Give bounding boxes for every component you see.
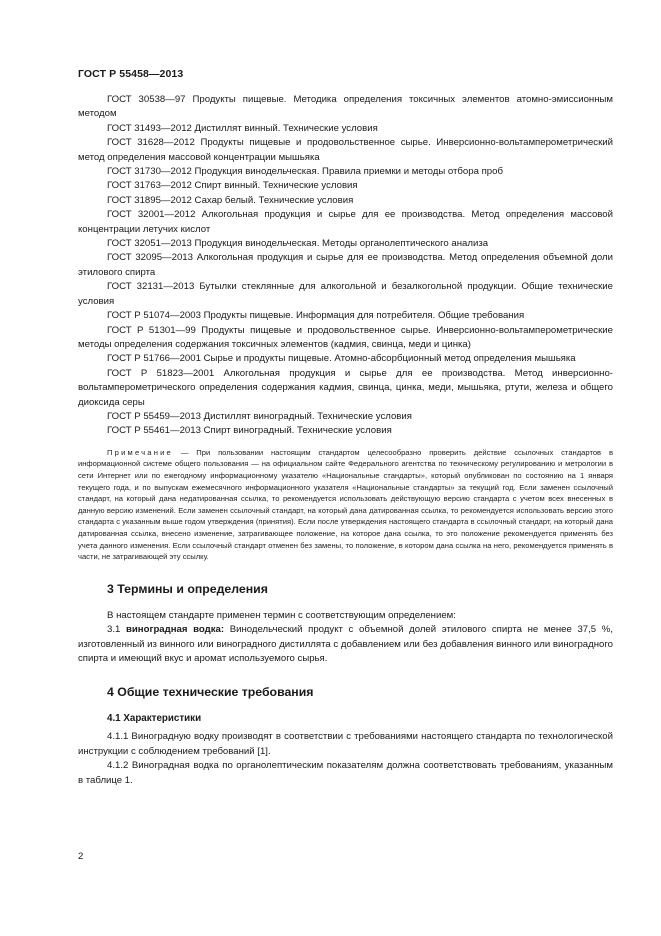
normative-references-list: [78, 93, 613, 439]
page-number: 2: [78, 851, 84, 862]
section-3-heading: 3 Термины и определения: [107, 581, 268, 596]
paragraph-4-1-1: 4.1.1 Виноградную водку производят в соответствии с требованиями настоящего стандарта по технологической инструкции с соблюдением требований [1].: [78, 731, 613, 757]
subsection-4-1-heading: 4.1 Характеристики: [107, 713, 202, 725]
reference-item: ГОСТ Р 55461—2013 Спирт виноградный. Технические условия: [107, 425, 392, 437]
paragraph-4-1-2: 4.1.2 Виноградная водка по органолептическим показателям должна соответствовать требованиям, указанным в таблице 1.: [78, 760, 613, 786]
term-name: виноградная водка:: [126, 624, 225, 636]
reference-item: ГОСТ 31895—2012 Сахар белый. Технические условия: [107, 194, 354, 206]
reference-item: ГОСТ Р 51766—2001 Сырье и продукты пищевые. Атомно-абсорбционный метод определения мышьяка: [107, 353, 576, 365]
term-definition: [78, 623, 613, 666]
section-4-heading: 4 Общие технические требования: [107, 685, 314, 700]
references-note: [78, 447, 613, 563]
document-header: ГОСТ Р 55458—2013: [78, 68, 184, 80]
reference-item: ГОСТ 31730—2012 Продукция винодельческая. Правила приемки и методы отбора проб: [107, 166, 503, 178]
reference-item: ГОСТ 31628—2012 Продукты пищевые и продовольственное сырье. Инверсионно-вольтамперометрический метод определения массовой концентрации мышьяка: [78, 137, 613, 163]
note-label: Примечание: [107, 447, 173, 457]
reference-item: ГОСТ Р 51301—99 Продукты пищевые и продовольственное сырье. Инверсионно-вольтамперометрические методы определения содержания токсичных элементов (кадмия, свинца, меди и цинка): [78, 324, 613, 350]
reference-item: ГОСТ 32001—2012 Алкогольная продукция и сырье для ее производства. Метод определения массовой концентрации летучих кислот: [78, 209, 613, 235]
reference-item: ГОСТ 32095—2013 Алкогольная продукция и сырье для ее производства. Метод определения объемной доли этилового спирта: [78, 252, 613, 278]
note-text: — При пользовании настоящим стандартом целесообразно проверить действие ссылочных стандартов в информационной системе общего пользования — на официальном сайте Федерального агентства по техническому регулированию и метрологии в сети Интернет или по ежегодному информационному указателю «Национальные стандарты», который опубликован по состоянию на 1 января текущего года, и по выпускам ежемесячного информационного указателя «Национальные стандарты» за текущий год. Если заменен ссылочный стандарт, на который дана недатированная ссылка, то рекомендуется использовать действующую версию стандарта с учетом всех внесенных в данную версию изменений. Если заменен ссылочный стандарт, на который дана датированная ссылка, то рекомендуется использовать версию этого стандарта с указанным выше годом утверждения (принятия). Если после утверждения настоящего стандарта в ссылочный стандарт, на который дана датированная ссылка, внесено изменение, затрагивающее положение, на которое дана ссылка, то это положение рекомендуется применять без учета данного изменения. Если ссылочный стандарт отменен без замены, то положение, в котором дана ссылка на него, рекомендуется применять в части, не затрагивающей эту ссылку.: [78, 447, 613, 562]
document-body: [78, 93, 613, 788]
reference-item: ГОСТ 30538—97 Продукты пищевые. Методика определения токсичных элементов атомно-эмиссионным методом: [78, 94, 613, 120]
reference-item: ГОСТ 31493—2012 Дистиллят винный. Технические условия: [107, 122, 378, 134]
reference-item: ГОСТ 32051—2013 Продукция винодельческая. Методы органолептического анализа: [107, 238, 489, 250]
reference-item: ГОСТ Р 51823—2001 Алкогольная продукция и сырье для ее производства. Метод инверсионно-вольтамперометрического определения содержания кадмия, свинца, цинка, меди, мышьяка, ртути, железа и общего диоксида серы: [78, 367, 613, 408]
reference-item: ГОСТ 32131—2013 Бутылки стеклянные для алкогольной и безалкогольной продукции. Общие технические условия: [78, 281, 613, 307]
reference-item: ГОСТ Р 55459—2013 Дистиллят виноградный. Технические условия: [107, 410, 412, 422]
term-number: 3.1: [107, 624, 126, 636]
reference-item: ГОСТ 31763—2012 Спирт винный. Технические условия: [107, 180, 358, 192]
term-definition-text: Винодельческий продукт с объемной долей этилового спирта не менее 37,5 %, изготовленный из винного или виноградного дистиллята с добавлением или без добавления винного или виноградного спирта и имеющий вкус и аромат используемого сырья.: [78, 624, 613, 664]
section-3-intro: В настоящем стандарте применен термин с соответствующим определением:: [107, 609, 456, 621]
reference-item: ГОСТ Р 51074—2003 Продукты пищевые. Информация для потребителя. Общие требования: [107, 310, 525, 322]
